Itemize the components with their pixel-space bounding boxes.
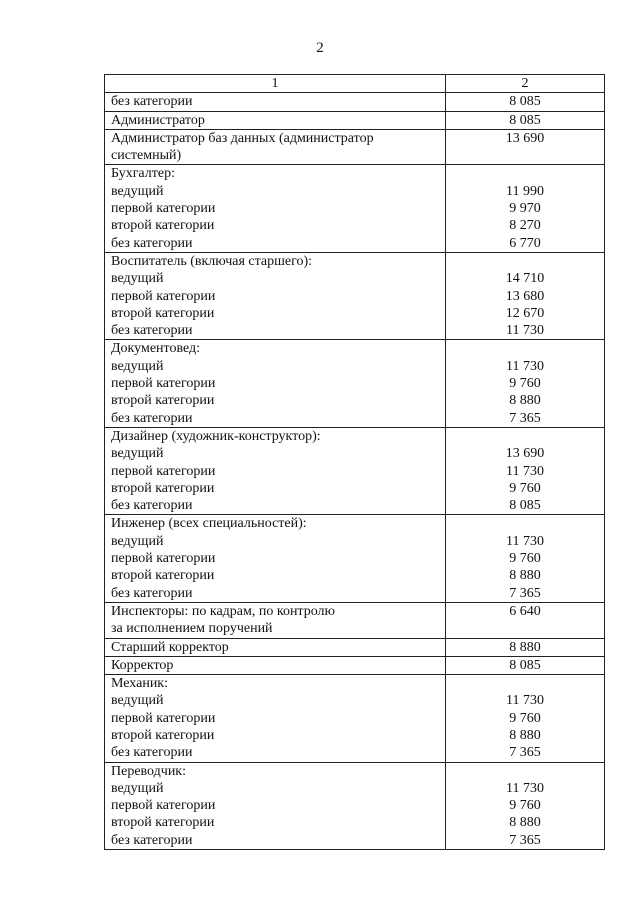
table-header-row (105, 75, 605, 93)
column-2-header: 2 (446, 75, 605, 93)
salary-value: 6 640 (509, 603, 541, 619)
salary-cell (446, 675, 605, 762)
salary-value: 8 880 (509, 727, 541, 743)
position-name: второй категории (111, 393, 215, 409)
position-name: без категории (111, 832, 193, 848)
position-name: второй категории (111, 218, 215, 234)
salary-value: 8 085 (509, 112, 541, 128)
salary-value (446, 675, 604, 692)
table-row (105, 252, 605, 339)
position-name: первой категории (111, 463, 216, 479)
position-name: Инспекторы: по кадрам, по контролю (111, 603, 335, 619)
position-name: без категории (111, 235, 193, 251)
salary-cell (446, 515, 605, 602)
salary-value: 8 085 (509, 657, 541, 673)
position-cell (105, 602, 446, 638)
salary-cell (446, 93, 605, 111)
table-row (105, 638, 605, 656)
salary-value (446, 428, 604, 445)
position-name: первой категории (111, 376, 216, 392)
table-row (105, 165, 605, 252)
position-name: без категории (111, 94, 193, 110)
salary-cell (446, 111, 605, 129)
salary-value: 7 365 (509, 585, 541, 601)
salary-value: 8 270 (509, 218, 541, 234)
position-name: ведущий (111, 183, 164, 199)
position-name: Инженер (всех специальностей): (111, 516, 307, 532)
column-1-header: 1 (105, 75, 446, 93)
position-name: ведущий (111, 446, 164, 462)
salary-value: 11 730 (506, 358, 544, 374)
position-name: второй категории (111, 480, 215, 496)
position-cell (105, 129, 446, 165)
position-name: за исполнением поручений (111, 621, 273, 637)
table-row (105, 129, 605, 165)
salary-value: 8 880 (509, 568, 541, 584)
position-cell (105, 515, 446, 602)
position-cell (105, 252, 446, 339)
position-name: первой категории (111, 551, 216, 567)
salary-value: 9 760 (509, 551, 541, 567)
salary-cell (446, 129, 605, 165)
table-row (105, 602, 605, 638)
position-cell (105, 675, 446, 762)
salary-value: 7 365 (509, 410, 541, 426)
salary-value: 11 730 (506, 533, 544, 549)
position-name: второй категории (111, 305, 215, 321)
salary-value (446, 620, 604, 637)
salary-value: 9 760 (509, 480, 541, 496)
salary-cell (446, 427, 605, 514)
position-name: ведущий (111, 780, 164, 796)
salary-value: 9 970 (509, 201, 541, 217)
position-name: Администратор (111, 112, 205, 128)
position-name: без категории (111, 585, 193, 601)
position-cell (105, 427, 446, 514)
position-name: Документовед: (111, 341, 201, 357)
position-cell (105, 638, 446, 656)
position-name: системный) (111, 148, 182, 164)
salary-value: 11 730 (506, 780, 544, 796)
salary-value: 13 690 (505, 446, 545, 462)
position-name: Администратор баз данных (администратор (111, 130, 374, 146)
salary-value: 8 880 (509, 639, 541, 655)
salary-value: 9 760 (509, 376, 541, 392)
position-name: без категории (111, 498, 193, 514)
salary-table (104, 74, 605, 850)
salary-value: 9 760 (509, 710, 541, 726)
table-row (105, 427, 605, 514)
salary-value: 8 085 (509, 498, 541, 514)
salary-value: 9 760 (509, 798, 541, 814)
position-cell (105, 93, 446, 111)
salary-value: 6 770 (509, 235, 541, 251)
position-name: без категории (111, 323, 193, 339)
position-cell (105, 165, 446, 252)
salary-value (446, 147, 604, 164)
table-row (105, 111, 605, 129)
position-name: ведущий (111, 271, 164, 287)
salary-value: 11 730 (506, 693, 544, 709)
salary-cell (446, 602, 605, 638)
position-name: Переводчик: (111, 763, 186, 779)
position-name: первой категории (111, 288, 216, 304)
position-cell (105, 762, 446, 849)
position-name: ведущий (111, 693, 164, 709)
position-name: второй категории (111, 568, 215, 584)
position-cell (105, 656, 446, 674)
salary-value: 13 690 (505, 130, 545, 146)
table-row (105, 762, 605, 849)
salary-cell (446, 340, 605, 427)
position-name: Корректор (111, 657, 174, 673)
salary-value (446, 340, 604, 357)
salary-value (446, 253, 604, 270)
salary-value: 13 680 (505, 288, 545, 304)
position-name: без категории (111, 745, 193, 761)
position-cell (105, 111, 446, 129)
salary-value: 12 670 (505, 305, 545, 321)
salary-cell (446, 638, 605, 656)
position-name: второй категории (111, 815, 215, 831)
table-row (105, 675, 605, 762)
salary-value: 14 710 (505, 271, 545, 287)
position-name: Бухгалтер: (111, 166, 175, 182)
table-row (105, 515, 605, 602)
position-name: первой категории (111, 798, 216, 814)
position-name: ведущий (111, 358, 164, 374)
position-name: первой категории (111, 201, 216, 217)
salary-value: 11 990 (506, 183, 544, 199)
salary-value (446, 165, 604, 182)
table-row (105, 93, 605, 111)
salary-cell (446, 165, 605, 252)
position-name: второй категории (111, 727, 215, 743)
table-row (105, 656, 605, 674)
salary-value: 8 880 (509, 393, 541, 409)
position-name: Воспитатель (включая старшего): (111, 253, 313, 269)
salary-value (446, 515, 604, 532)
salary-value: 11 730 (506, 463, 544, 479)
table-row (105, 340, 605, 427)
position-cell (105, 340, 446, 427)
salary-cell (446, 252, 605, 339)
position-name: ведущий (111, 533, 164, 549)
salary-cell (446, 656, 605, 674)
salary-value: 7 365 (509, 832, 541, 848)
salary-value: 8 880 (509, 815, 541, 831)
salary-value: 11 730 (506, 323, 544, 339)
position-name: первой категории (111, 710, 216, 726)
position-name: Механик: (111, 676, 168, 692)
position-name: Старший корректор (111, 639, 229, 655)
salary-value: 7 365 (509, 745, 541, 761)
page-number: 2 (316, 40, 324, 56)
salary-value (446, 763, 604, 780)
salary-value: 8 085 (509, 94, 541, 110)
position-name: Дизайнер (художник-конструктор): (111, 428, 321, 444)
position-name: без категории (111, 410, 193, 426)
salary-cell (446, 762, 605, 849)
